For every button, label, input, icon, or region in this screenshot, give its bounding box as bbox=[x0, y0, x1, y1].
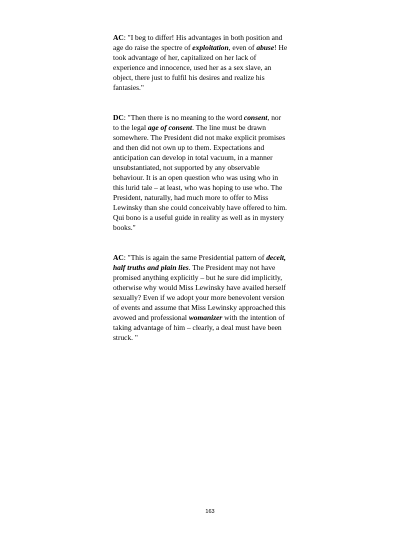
speaker-label: DC bbox=[113, 113, 124, 122]
text-segment: : "I beg to differ! His advantages in both position and age do raise the spectre of bbox=[113, 33, 283, 52]
text-segment: . The line must be drawn somewhere. The President did not make explicit promises and then did not own up to them. Expectations and anticipation can develop in total vacuum, in a manner unsubstantiated, not supported by any observable behaviour. It is an open question who was using who in this lurid tale – at least, who was hoping to use who. The President, naturally, had much more to offer to Miss Lewinsky than she could conceivably have offered to him. Qui bono is a useful guide in reality as well as in mystery books." bbox=[113, 123, 287, 232]
paragraph-ac-2 bbox=[113, 243, 321, 343]
text-segment: . The President may not have promised anything explicitly – but he sure did implicitly, otherwise why would Miss Lewinsky have availed herself sexually? Even if we adopt your more benevolent version of events and assume that Miss Lewinsky approached this avowed and professional bbox=[113, 263, 286, 322]
emphasis-text: womanizer bbox=[188, 313, 223, 322]
page-number: 163 bbox=[205, 509, 215, 515]
emphasis-text: consent bbox=[243, 113, 268, 122]
text-segment: : "This is again the same Presidential pattern of bbox=[123, 253, 267, 262]
paragraph-dc bbox=[113, 103, 321, 233]
emphasis-text: deceit, half truths and plain lies bbox=[113, 253, 286, 272]
text-segment: : "Then there is no meaning to the word bbox=[123, 113, 244, 122]
text-segment: with the intention of taking advantage of him – clearly, a deal must have been struck. " bbox=[113, 313, 285, 342]
text-segment: , even of bbox=[228, 43, 257, 52]
emphasis-text: exploitation bbox=[192, 43, 229, 52]
speaker-label: AC bbox=[113, 33, 124, 42]
speaker-label: AC bbox=[113, 253, 124, 262]
emphasis-text: abuse bbox=[256, 43, 275, 52]
emphasis-text: age of consent bbox=[147, 123, 193, 132]
paragraph-ac-1 bbox=[113, 23, 321, 93]
text-segment: ! He took advantage of her, capitalized on her lack of experience and innocence, used her as a sex slave, an object, there just to fulfil his desires and realize his fantasies." bbox=[113, 43, 288, 92]
text-segment: , nor to the legal bbox=[113, 113, 282, 132]
text-column bbox=[113, 23, 321, 353]
